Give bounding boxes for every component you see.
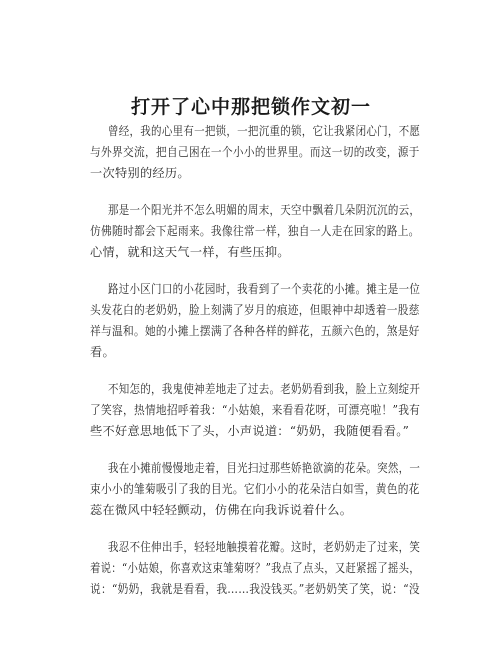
- text-line: 着说：“小姑娘，你喜欢这束雏菊呀？”我点了点头，又赶紧摇了摇头，: [90, 561, 420, 575]
- text-line: 仿佛随时都会下起雨来。我像往常一样，独自一人走在回家的路上。: [90, 224, 420, 238]
- text-line: 头发花白的老奶奶，脸上刻满了岁月的痕迹，但眼神中却透着一股慈: [90, 303, 420, 317]
- text-line: 心情，就和这天气一样，有些压抑。: [90, 245, 290, 259]
- text-line: 蕊在微风中轻轻颤动，仿佛在向我诉说着什么。: [90, 503, 353, 517]
- text-line: 了笑容，热情地招呼着我：“小姑娘，来看看花呀，可漂亮啦！”我有: [90, 403, 421, 417]
- text-line: 不知怎的，我鬼使神差地走了过去。老奶奶看到我，脸上立刻绽开: [108, 382, 421, 396]
- text-line: 些不好意思地低下了头，小声说道：“奶奶，我随便看看。”: [90, 424, 410, 438]
- document-title: 打开了心中那把锁作文初一: [130, 96, 371, 118]
- text-line: 我在小摊前慢慢地走着，目光扫过那些娇艳欲滴的花朵。突然，一: [108, 461, 421, 475]
- text-line: 路过小区门口的小花园时，我看到了一个卖花的小摊。摊主是一位: [108, 282, 421, 296]
- text-line: 祥与温和。她的小摊上摆满了各种各样的鲜花，五颜六色的，煞是好: [90, 324, 420, 338]
- text-line: 说：“奶奶，我就是看看，我……我没钱买。”老奶奶笑了笑，说：“没: [90, 582, 420, 596]
- text-line: 看。: [90, 345, 115, 359]
- text-line: 与外界交流，把自己困在一个小小的世界里。而这一切的改变，源于: [90, 145, 420, 159]
- text-line: 束小小的雏菊吸引了我的目光。它们小小的花朵洁白如雪，黄色的花: [90, 482, 420, 496]
- text-line: 曾经，我的心里有一把锁，一把沉重的锁，它让我紧闭心门，不愿: [108, 124, 421, 138]
- text-line: 一次特别的经历。: [90, 166, 190, 180]
- text-line: 我忍不住伸出手，轻轻地触摸着花瓣。这时，老奶奶走了过来，笑: [108, 540, 421, 554]
- text-line: 那是一个阳光并不怎么明媚的周末，天空中飘着几朵阴沉沉的云，: [108, 203, 421, 217]
